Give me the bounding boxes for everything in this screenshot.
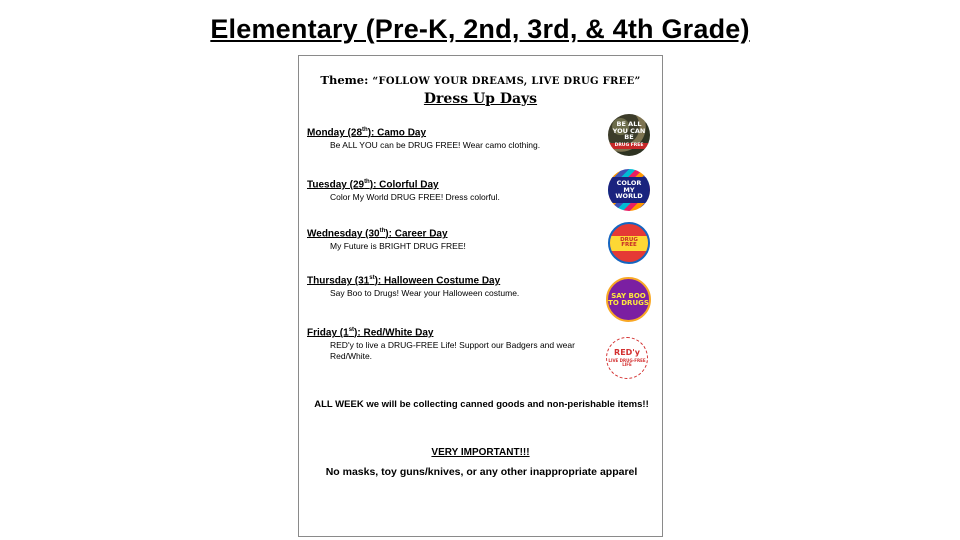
- career-badge-icon: DRUG FREE: [608, 222, 650, 264]
- flyer-document: [298, 55, 663, 537]
- day-wednesday: [307, 225, 597, 252]
- important-heading: VERY IMPORTANT!!!: [431, 447, 530, 458]
- theme-label: Theme:: [320, 73, 369, 87]
- day-monday: [307, 124, 597, 151]
- flyer-theme: [299, 73, 662, 87]
- day-description: Color My World DRUG FREE! Dress colorful.: [330, 192, 500, 203]
- halloween-badge-icon: SAY BOO TO DRUGS: [606, 277, 651, 322]
- day-description: Say Boo to Drugs! Wear your Halloween costume.: [330, 288, 520, 299]
- day-tuesday: [307, 176, 597, 203]
- red-badge-icon: RED'y LIVE DRUG-FREE LIFE: [606, 337, 648, 379]
- theme-text: “FOLLOW YOUR DREAMS, LIVE DRUG FREE”: [372, 76, 641, 87]
- all-week-note: ALL WEEK we will be collecting canned goods and non-perishable items!!: [314, 399, 649, 410]
- slide-title: Elementary (Pre-K, 2nd, 3rd, & 4th Grade): [210, 14, 750, 44]
- day-heading: Wednesday (30th): Career Day: [307, 228, 448, 240]
- camo-badge-icon: BE ALL YOU CAN BE DRUG FREE: [608, 114, 650, 156]
- day-thursday: [307, 272, 597, 299]
- day-description: RED'y to live a DRUG-FREE Life! Support our Badgers and wear Red/White.: [330, 340, 575, 362]
- day-friday: [307, 324, 597, 362]
- day-heading: Thursday (31st): Halloween Costume Day: [307, 275, 501, 287]
- colorful-badge-icon: COLOR MY WORLD: [608, 169, 650, 211]
- flyer-subtitle: Dress Up Days: [423, 91, 538, 107]
- day-heading: Friday (1st): Red/White Day: [307, 327, 434, 339]
- day-description: My Future is BRIGHT DRUG FREE!: [330, 241, 466, 252]
- day-heading: Monday (28th): Camo Day: [307, 127, 427, 139]
- day-description: Be ALL YOU can be DRUG FREE! Wear camo clothing.: [330, 140, 541, 151]
- important-text: No masks, toy guns/knives, or any other inappropriate apparel: [325, 466, 638, 478]
- day-heading: Tuesday (29th): Colorful Day: [307, 179, 439, 191]
